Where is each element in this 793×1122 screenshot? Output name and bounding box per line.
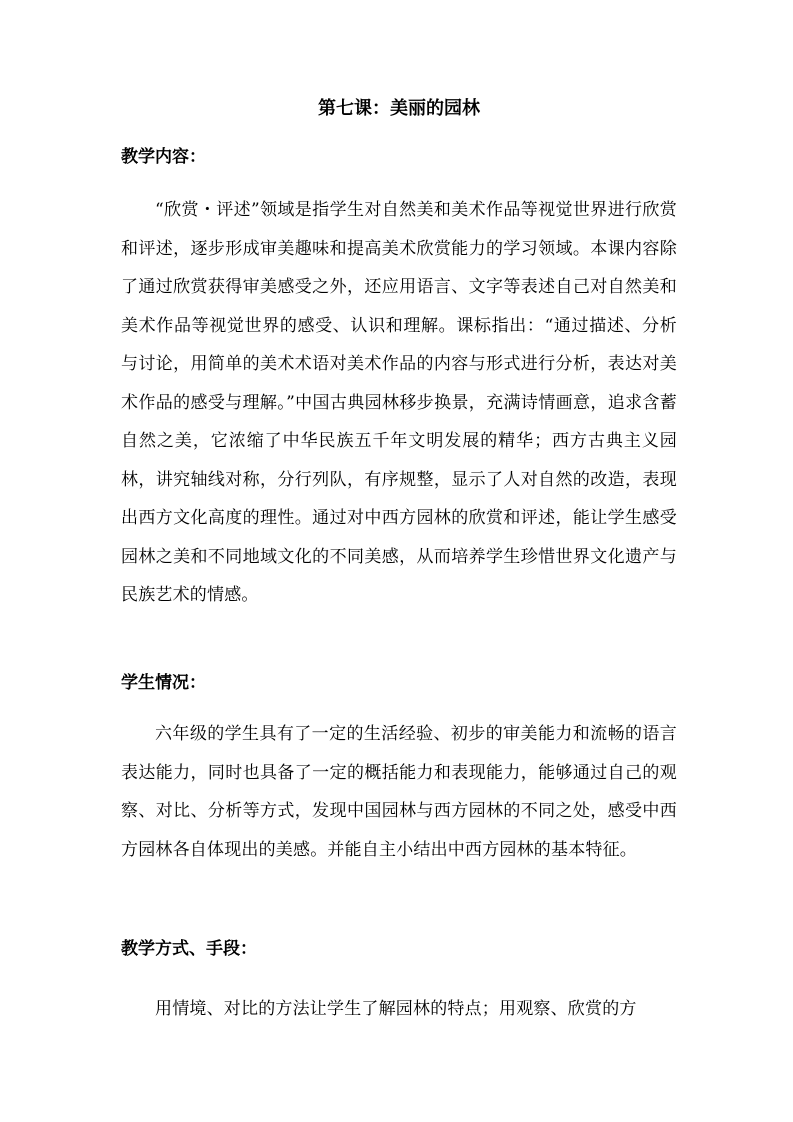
paragraph-teaching-content: “欣赏・评述”领域是指学生对自然美和美术作品等视觉世界进行欣赏和评述，逐步形成审美趣味和提高美术欣赏能力的学习领域。本课内容除了通过欣赏获得审美感受之外，还应用语言、文字等表述自己对自然美和美术作品等视觉世界的感受、认识和理解。课标指出：“通过描述、分析与讨论，用简单的美术术语对美术作品的内容与形式进行分析，表达对美术作品的感受与理解。”中国古典园林移步换景，充满诗情画意，追求含蓄自然之美，它浓缩了中华民族五千年文明发展的精华；西方古典主义园林，讲究轴线对称，分行列队，有序规整，显示了人对自然的改造，表现出西方文化高度的理性。通过对中西方园林的欣赏和评述，能让学生感受园林之美和不同地域文化的不同美感，从而培养学生珍惜世界文化遗产与民族艺术的情感。 — [121, 200, 677, 605]
paragraph-teaching-methods: 用情境、对比的方法让学生了解园林的特点；用观察、欣赏的方 — [155, 999, 637, 1019]
lesson-title: 第七课：美丽的园林 — [318, 98, 480, 119]
document-page — [121, 0, 677, 1122]
section-heading-teaching-content: 教学内容： — [121, 147, 206, 167]
section-heading-teaching-methods: 教学方式、手段： — [121, 939, 257, 959]
paragraph-student-situation: 六年级的学生具有了一定的生活经验、初步的审美能力和流畅的语言表达能力，同时也具备了一定的概括能力和表现能力，能够通过自己的观察、对比、分析等方式，发现中国园林与西方园林的不同之处，感受中西方园林各自体现出的美感。并能自主小结出中西方园林的基本特征。 — [121, 724, 677, 860]
section-heading-student-situation: 学生情况： — [121, 673, 206, 693]
